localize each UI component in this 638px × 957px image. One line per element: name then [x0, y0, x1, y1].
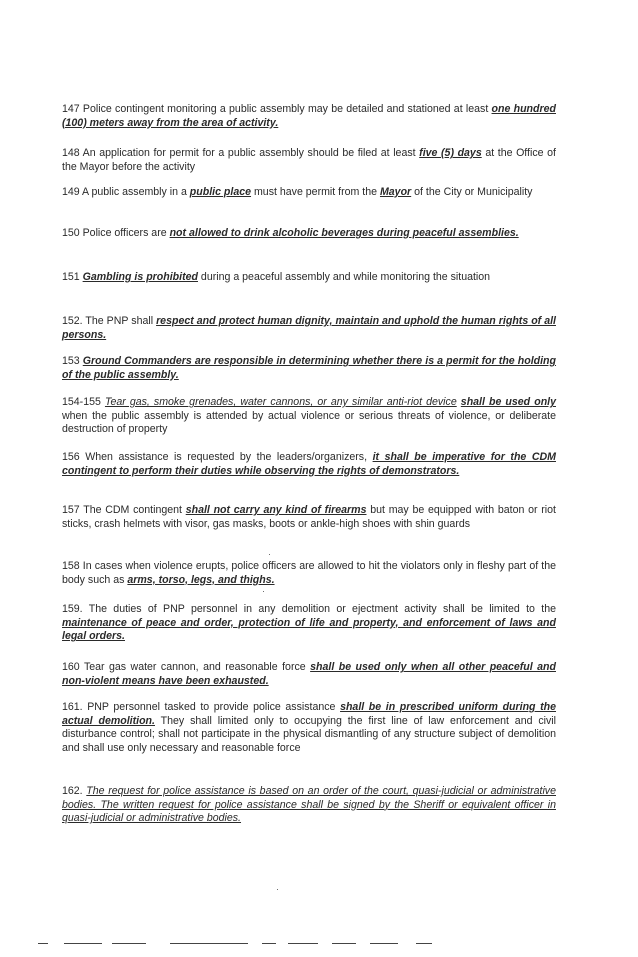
- body-text: 152. The PNP shall: [62, 315, 157, 327]
- paragraph-161: [62, 701, 556, 755]
- bottom-dash-7: [332, 943, 356, 944]
- paragraph-149: [62, 186, 556, 200]
- body-text: 160 Tear gas water cannon, and reasonable force: [62, 661, 311, 673]
- body-text: 162.: [62, 785, 87, 797]
- emphasized-text: not allowed to drink alcoholic beverages during peaceful assemblies.: [169, 227, 519, 239]
- body-text: 151: [62, 271, 83, 283]
- emphasized-text: shall not carry any kind of firearms: [185, 504, 367, 516]
- body-text: at the Office of the Mayor before the activity: [62, 147, 556, 173]
- body-text: 158 In cases when violence erupts, police officers are allowed to hit the violators only in fleshy part of the body such as: [62, 560, 556, 586]
- emphasized-text: respect and protect human dignity, maintain and uphold the human rights of all persons.: [62, 315, 556, 341]
- emphasized-text: one hundred (100) meters away from the area of activity.: [62, 103, 556, 129]
- body-text: when the public assembly is attended by actual violence or serious threats of violence, or deliberate destruction of property: [62, 409, 556, 436]
- body-text: of the City or Municipality: [411, 186, 533, 198]
- emphasized-text: shall be in prescribed uniform during the actual demolition.: [62, 701, 557, 727]
- emphasized-text: it shall be imperative for the CDM contingent to perform their duties while observing the rights of demonstrators.: [62, 451, 556, 477]
- body-text: 161. PNP personnel tasked to provide police assistance: [62, 701, 341, 713]
- emphasized-text: The request for police assistance is based on an order of the court, quasi-judicial or administrative bodies. The written request for police assistance shall be signed by the Sheriff or equivalent officer in quasi-judicial or administrative bodies.: [62, 785, 556, 825]
- emphasized-text: shall be used only when all other peaceful and non-violent means have been exhausted.: [62, 661, 556, 687]
- bottom-dash-4: [170, 943, 248, 944]
- emphasized-text: Tear gas, smoke grenades, water cannons, or any similar anti-riot device: [104, 396, 457, 408]
- emphasized-text: arms, torso, legs, and thighs.: [127, 573, 275, 586]
- paragraph-162: [62, 785, 556, 826]
- body-text: 147 Police contingent monitoring a public assembly may be detailed and stationed at least: [62, 103, 492, 115]
- paragraph-156: [62, 451, 556, 478]
- paragraph-154-155: [62, 396, 556, 437]
- bottom-dash-3: [112, 943, 146, 944]
- paragraph-158: [62, 560, 556, 587]
- emphasized-text: maintenance of peace and order, protection of life and property, and enforcement of laws and legal orders.: [62, 616, 556, 643]
- bottom-dash-1: [38, 943, 48, 944]
- emphasized-text: Ground Commanders are responsible in determining whether there is a permit for the holding of the public assembly.: [62, 355, 557, 381]
- paragraph-150: [62, 227, 556, 241]
- bottom-dash-5: [262, 943, 276, 944]
- paragraph-151: [62, 271, 556, 285]
- body-text: must have permit from the: [251, 186, 380, 198]
- bottom-dash-8: [370, 943, 398, 944]
- paragraph-152: [62, 315, 556, 342]
- stray-mark-dot-small: ·: [268, 549, 271, 559]
- bottom-dash-9: [416, 943, 432, 944]
- body-text: They shall limited only to occupying the first line of law enforcement and civil disturbance control; shall not participate in the physical dismantling of any structure subject of demolition and shall use only necessary and reasonable force: [62, 714, 556, 754]
- body-text: 150 Police officers are: [62, 227, 170, 239]
- paragraph-153: [62, 355, 556, 382]
- emphasized-text: Mayor: [379, 186, 412, 198]
- body-text: 149 A public assembly in a: [62, 186, 190, 198]
- body-text: 156 When assistance is requested by the leaders/organizers,: [62, 451, 373, 463]
- emphasized-text: Gambling is prohibited: [82, 271, 198, 283]
- emphasized-text: public place: [189, 186, 252, 198]
- stray-mark-dot: ·: [276, 884, 279, 894]
- body-text: 148 An application for permit for a public assembly should be filed at least: [62, 147, 420, 159]
- paragraph-147: [62, 103, 556, 130]
- bottom-dash-6: [288, 943, 318, 944]
- bottom-dash-2: [64, 943, 102, 944]
- body-text: 159. The duties of PNP personnel in any demolition or ejectment activity shall be limited to the: [62, 603, 556, 615]
- body-text: 153: [62, 355, 83, 367]
- emphasized-text: shall be used only: [460, 396, 556, 408]
- paragraph-160: [62, 661, 556, 688]
- paragraph-157: [62, 504, 556, 531]
- body-text: during a peaceful assembly and while monitoring the situation: [197, 271, 491, 283]
- body-text: 154-155: [62, 396, 105, 408]
- body-text: 157 The CDM contingent: [62, 504, 186, 516]
- stray-mark-dot-mid: ·: [262, 586, 265, 596]
- paragraph-159: [62, 603, 556, 644]
- paragraph-148: [62, 147, 556, 174]
- body-text: but may be equipped with baton or riot sticks, crash helmets with visor, gas masks, boots or ankle-high shoes with shin guards: [62, 504, 556, 530]
- emphasized-text: five (5) days: [419, 147, 482, 159]
